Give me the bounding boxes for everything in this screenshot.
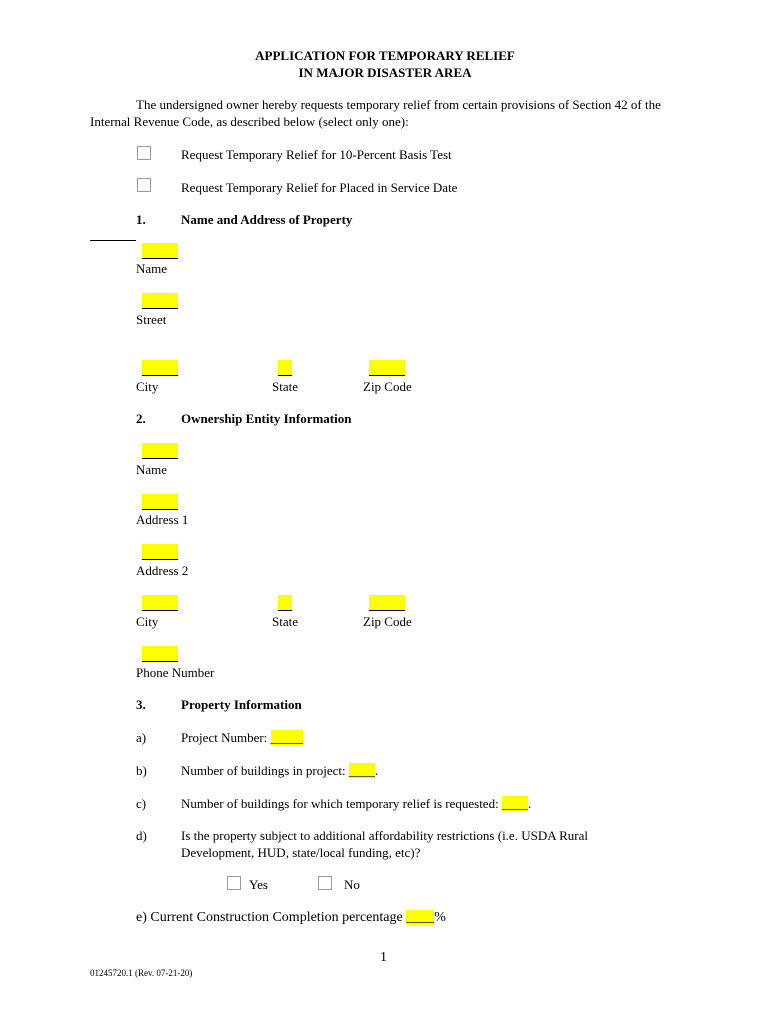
intro-text: The undersigned owner hereby requests temporary relief from certain provisions of Section 42 of the Internal Revenue Code, as described below (select only one): [90,97,661,129]
basis-test-label: Request Temporary Relief for 10-Percent Basis Test [181,147,452,162]
completion-percentage-field[interactable]: ____ [406,910,435,925]
owner-city-label: City [136,614,159,629]
basis-test-checkbox[interactable] [137,146,151,160]
section3-heading: Property Information [181,697,302,712]
owner-name-field[interactable] [142,443,178,459]
item-c-letter: c) [136,796,147,811]
item-d-line1: Is the property subject to additional affordability restrictions (i.e. USDA Rural [181,828,589,843]
owner-state-label: State [272,614,298,629]
project-number-field[interactable]: _____ [270,730,304,745]
completion-percentage-label: e) Current Construction Completion percentage [136,910,403,925]
document-title-line1: APPLICATION FOR TEMPORARY RELIEF [255,48,515,63]
section2-heading: Ownership Entity Information [181,411,352,426]
property-zip-field[interactable] [369,360,405,376]
buildings-relief-label: Number of buildings for which temporary relief is requested: [181,796,499,811]
no-checkbox[interactable] [318,876,332,890]
yes-checkbox[interactable] [227,876,241,890]
intro-paragraph [90,96,690,130]
item-e-row [136,910,446,925]
owner-zip-field[interactable] [369,595,405,611]
percent-sign: % [434,910,446,925]
property-street-field[interactable] [142,293,178,309]
property-city-field[interactable] [142,360,178,376]
property-street-label: Street [136,312,167,327]
item-a-row [181,730,303,745]
owner-address1-label: Address 1 [136,512,189,527]
owner-address2-field[interactable] [142,544,178,560]
owner-city-field[interactable] [142,595,178,611]
owner-zip-label: Zip Code [363,614,412,629]
section1-number: 1. [136,212,146,227]
yes-label: Yes [249,877,268,892]
no-label: No [344,877,360,892]
owner-phone-label: Phone Number [136,665,215,680]
section1-rule [90,240,136,241]
owner-name-label: Name [136,462,168,477]
property-name-field[interactable] [142,243,178,259]
owner-address2-label: Address 2 [136,563,189,578]
buildings-relief-field[interactable]: ____ [501,796,528,811]
property-name-label: Name [136,261,168,276]
item-d-letter: d) [136,828,147,843]
property-state-label: State [272,379,298,394]
buildings-in-project-label: Number of buildings in project: [181,763,346,778]
property-zip-label: Zip Code [363,379,412,394]
item-a-letter: a) [136,730,147,745]
item-b-row [181,763,378,778]
property-city-label: City [136,379,159,394]
section3-number: 3. [136,697,146,712]
section2-number: 2. [136,411,146,426]
owner-phone-field[interactable] [142,646,178,662]
owner-address1-field[interactable] [142,494,178,510]
project-number-label: Project Number: [181,730,268,745]
page-number: 1 [380,950,387,965]
item-c-row [181,796,531,811]
document-title-line2: IN MAJOR DISASTER AREA [298,65,472,80]
item-d-line2: Development, HUD, state/local funding, etc)? [181,845,421,860]
property-state-field[interactable] [278,360,292,376]
item-c-period: . [527,796,532,811]
placed-in-service-label: Request Temporary Relief for Placed in Service Date [181,180,458,195]
item-b-period: . [374,763,379,778]
section1-heading: Name and Address of Property [181,212,353,227]
item-b-letter: b) [136,763,147,778]
owner-state-field[interactable] [278,595,292,611]
document-reference: 01245720.1 (Rev. 07-21-20) [90,968,193,978]
buildings-in-project-field[interactable]: ____ [348,763,375,778]
placed-in-service-checkbox[interactable] [137,178,151,192]
